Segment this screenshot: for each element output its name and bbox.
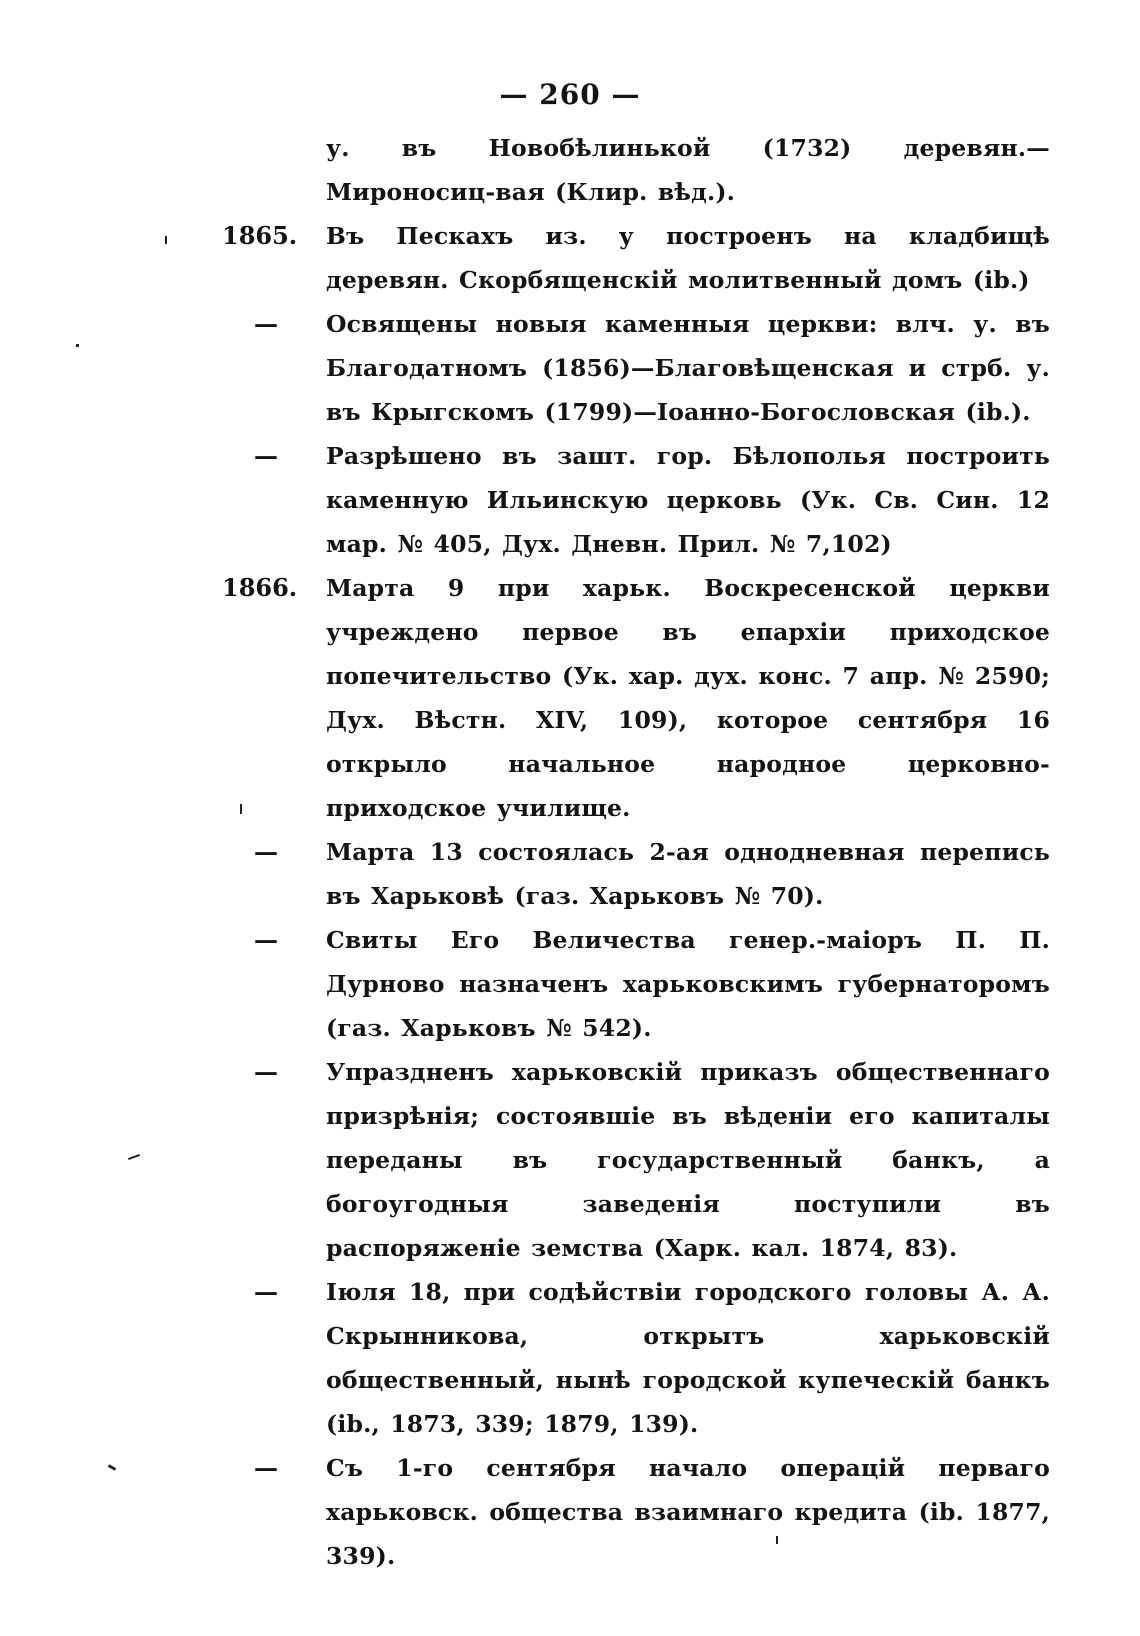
chronicle-entries xyxy=(0,126,1140,1578)
scan-speck xyxy=(165,236,167,244)
entry-text: Упраздненъ харьковскій приказъ общественнаго призрѣнія; состоявшіе въ вѣденіи его капиталы переданы въ государственный банкъ, а богоугодныя заведенія поступили въ распоряженіе земства (Харк. кал. 1874, 83). xyxy=(326,1058,1050,1262)
chronicle-entry xyxy=(0,1270,1140,1446)
entry-text: Въ Пескахъ из. у построенъ на кладбищѣ деревян. Скорбященскій молитвенный домъ (ib.) xyxy=(326,222,1050,294)
entry-dash: — xyxy=(254,925,278,954)
chronicle-entry xyxy=(0,830,1140,918)
entry-dash: — xyxy=(254,309,278,338)
chronicle-entry xyxy=(0,1050,1140,1270)
chronicle-entry xyxy=(0,1446,1140,1578)
chronicle-entry xyxy=(0,918,1140,1050)
scan-speck xyxy=(76,344,79,347)
entry-text: Съ 1-го сентября начало операцій перваго харьковск. общества взаимнаго кредита (ib. 1877, 339). xyxy=(326,1454,1050,1570)
chronicle-entry xyxy=(0,302,1140,434)
page-number: — 260 — xyxy=(499,78,641,111)
entry-year: 1865. xyxy=(222,221,298,250)
entry-text: Разрѣшено въ зашт. гор. Бѣлополья построить каменную Ильинскую церковь (Ук. Св. Син. 12 мар. № 405, Дух. Дневн. Прил. № 7,102) xyxy=(326,442,1050,558)
chronicle-entry xyxy=(0,126,1140,214)
chronicle-entry xyxy=(0,434,1140,566)
entry-text: Іюля 18, при содѣйствіи городского головы А. А. Скрынникова, открытъ харьковскій общественный, нынѣ городской купеческій банкъ (ib., 1873, 339; 1879, 139). xyxy=(326,1278,1050,1438)
scan-speck xyxy=(776,1536,778,1544)
chronicle-entry xyxy=(0,214,1140,302)
entry-dash: — xyxy=(254,1453,278,1482)
entry-dash: — xyxy=(254,1057,278,1086)
entry-text: Освящены новыя каменныя церкви: влч. у. въ Благодатномъ (1856)—Благовѣщенская и стрб. у. въ Крыгскомъ (1799)—Іоанно-Богословская (ib.). xyxy=(326,310,1050,426)
entry-text: у. въ Новобѣлинькой (1732) деревян.—Мироносиц-вая (Клир. вѣд.). xyxy=(326,134,1050,206)
entry-year: 1866. xyxy=(222,573,298,602)
scan-speck xyxy=(240,804,242,814)
entry-dash: — xyxy=(254,837,278,866)
entry-dash: — xyxy=(254,441,278,470)
entry-text: Марта 13 состоялась 2-ая однодневная перепись въ Харьковѣ (газ. Харьковъ № 70). xyxy=(326,838,1050,910)
entry-text: Свиты Его Величества генер.-маіоръ П. П. Дурново назначенъ харьковскимъ губернаторомъ (газ. Харьковъ № 542). xyxy=(326,926,1050,1042)
chronicle-entry xyxy=(0,566,1140,830)
entry-text: Марта 9 при харьк. Воскресенской церкви учреждено первое въ епархіи приходское попечительство (Ук. хар. дух. конс. 7 апр. № 2590; Дух. Вѣстн. XIV, 109), которое сентября 16 открыло начальное народное церковно-приходское училище. xyxy=(326,574,1050,822)
entry-dash: — xyxy=(254,1277,278,1306)
